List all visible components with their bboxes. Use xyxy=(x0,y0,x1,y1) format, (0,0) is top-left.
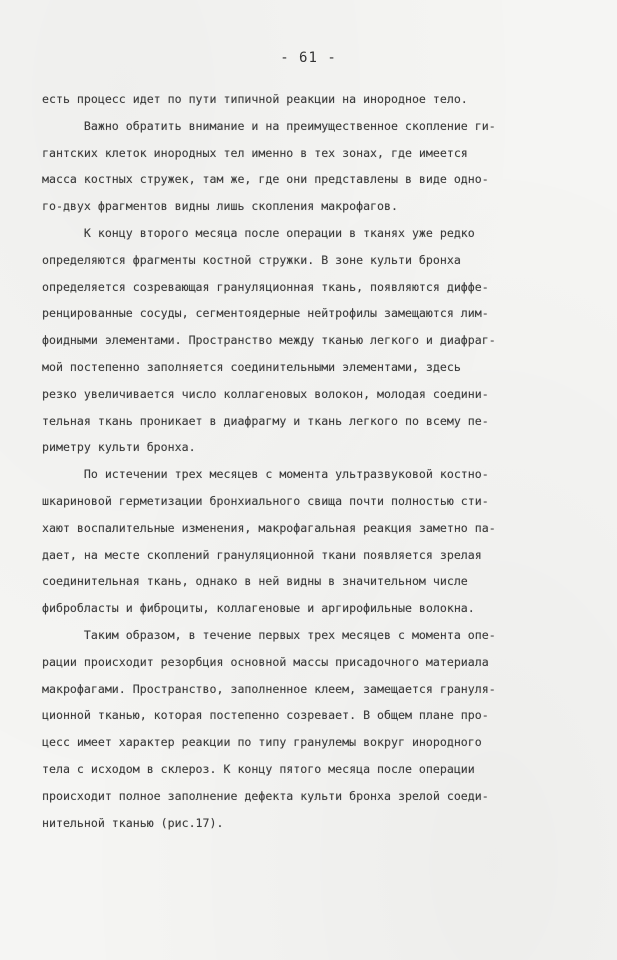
text-line: гантских клеток инородных тел именно в тех зонах, где имеется xyxy=(42,145,468,160)
page-number: - 61 - xyxy=(280,50,337,66)
text-line: происходит полное заполнение дефекта культи бронха зрелой соеди- xyxy=(42,788,489,803)
text-line: шкариновой герметизации бронхиального свища почти полностью сти- xyxy=(42,493,489,508)
text-line: хают воспалительные изменения, макрофагальная реакция заметно па- xyxy=(42,520,496,535)
text-line: риметру культи бронха. xyxy=(42,440,196,455)
text-line: резко увеличивается число коллагеновых волокон, молодая соедини- xyxy=(42,386,489,401)
text-line: ренцированные сосуды, сегментоядерные нейтрофилы замещаются лим- xyxy=(42,306,489,321)
text-line: рации происходит резорбция основной массы присадочного материала xyxy=(42,654,489,669)
text-line: определяется созревающая грануляционная ткань, появляются диффе- xyxy=(42,279,489,294)
text-line: фоидными элементами. Пространство между тканью легкого и диафраг- xyxy=(42,333,496,348)
text-line: дает, на месте скоплений грануляционной ткани появляется зрелая xyxy=(42,547,482,562)
text-line: тельная ткань проникает в диафрагму и ткань легкого по всему пе- xyxy=(42,413,489,428)
text-line: Таким образом, в течение первых трех месяцев с момента опе- xyxy=(42,627,496,642)
text-line: ционной тканью, которая постепенно созревает. В общем плане про- xyxy=(42,708,489,723)
text-line: тела с исходом в склероз. К концу пятого месяца после операции xyxy=(42,761,475,776)
text-line: го-двух фрагментов видны лишь скопления макрофагов. xyxy=(42,199,398,214)
text-line: По истечении трех месяцев с момента ультразвуковой костно- xyxy=(42,467,489,482)
text-line: К концу второго месяца после операции в тканях уже редко xyxy=(42,225,475,240)
text-line: цесс имеет характер реакции по типу гранулемы вокруг инородного xyxy=(42,735,482,750)
text-line: мой постепенно заполняется соединительными элементами, здесь xyxy=(42,359,461,374)
text-line: соединительная ткань, однако в ней видны в значительном числе xyxy=(42,574,468,589)
text-line: масса костных стружек, там же, где они представлены в виде одно- xyxy=(42,172,489,187)
text-line: фибробласты и фиброциты, коллагеновые и аргирофильные волокна. xyxy=(42,601,475,616)
text-line: макрофагами. Пространство, заполненное клеем, замещается грануля- xyxy=(42,681,496,696)
text-line: есть процесс идет по пути типичной реакции на инородное тело. xyxy=(42,92,468,106)
body-text xyxy=(42,86,582,836)
text-line: нительной тканью (рис.17). xyxy=(42,815,224,830)
text-line: Важно обратить внимание и на преимущественное скопление ги- xyxy=(42,118,496,133)
text-line: определяются фрагменты костной стружки. В зоне культи бронха xyxy=(42,252,461,267)
